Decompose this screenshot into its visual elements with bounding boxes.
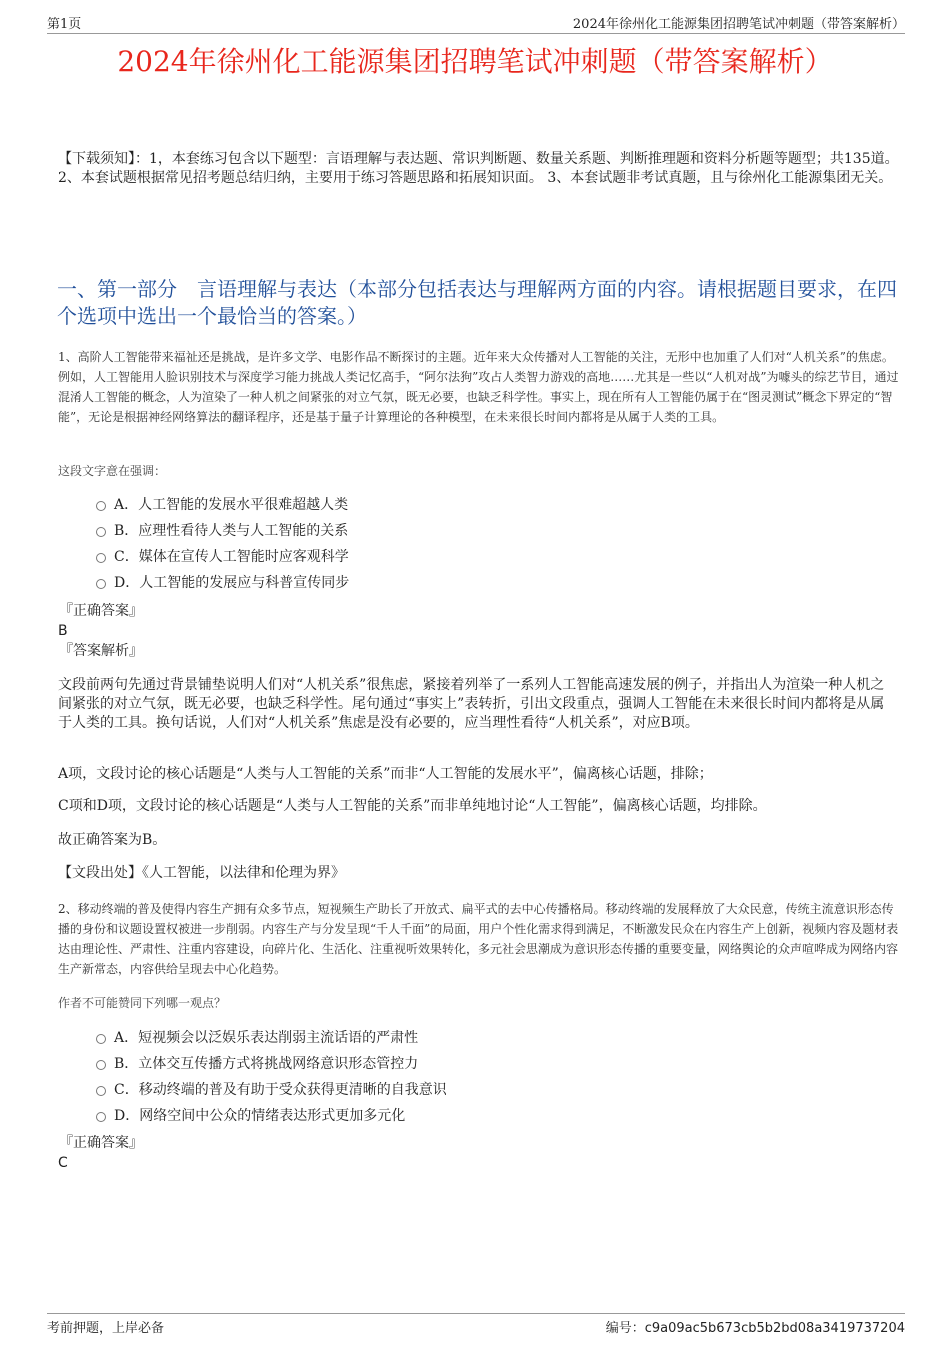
radio-icon[interactable] <box>96 1086 106 1096</box>
option-label: D．网络空间中公众的情绪表达形式更加多元化 <box>114 1108 406 1124</box>
question-1-prompt: 这段文字意在强调： <box>58 464 167 478</box>
analysis-paragraph-3: C项和D项，文段讨论的核心话题是“人类与人工智能的关系”而非单纯地讨论“人工智能”，偏离核心话题，均排除。 <box>58 798 767 814</box>
header-doc-title: 2024年徐州化工能源集团招聘笔试冲刺题（带答案解析） <box>572 17 905 32</box>
option-a[interactable] <box>96 492 796 518</box>
footer-serial: 编号：c9a09ac5b673cb5b2bd08a3419737204 <box>605 1321 905 1336</box>
question-2-text: 2、移动终端的普及使得内容生产拥有众多节点，短视频生产助长了开放式、扁平式的去中心传播格局。移动终端的发展释放了大众民意，传统主流意识形态传播的身份和议题设置权被进一步削弱。内容生产与分发呈现“千人千面”的局面，用户个性化需求得到满足，不断激发民众在内容生产上创新，视频内容及题材表达由理论性、严肃性、注重内容建设，向碎片化、生活化、注重视听效果转化，多元社会思潮成为意识形态传播的重要变量，网络舆论的众声喧哗成为网络内容生产新常态，内容供给呈现去中心化趋势。 <box>58 902 899 976</box>
option-c[interactable] <box>96 544 796 570</box>
radio-icon[interactable] <box>96 527 106 537</box>
option-label: A．短视频会以泛娱乐表达削弱主流话语的严肃性 <box>114 1030 419 1046</box>
document-title: 2024年徐州化工能源集团招聘笔试冲刺题（带答案解析） <box>117 45 833 78</box>
answer-value: C <box>58 1155 68 1171</box>
analysis-paragraph-4: 故正确答案为B。 <box>58 832 167 848</box>
page-number: 第1页 <box>47 17 82 32</box>
question-2-options <box>96 1025 796 1129</box>
answer-value: B <box>58 623 68 639</box>
analysis-label: 『答案解析』 <box>59 643 143 659</box>
radio-icon[interactable] <box>96 553 106 563</box>
option-b[interactable] <box>96 518 796 544</box>
analysis-paragraph-1: 文段前两句先通过背景铺垫说明人们对“人机关系”很焦虑，紧接着列举了一系列人工智能高速发展的例子，并指出人为渲染一种人机之间紧张的对立气氛，既无必要，也缺乏科学性。尾句通过“事实上”表转折，引出文段重点，强调人工智能在未来很长时间内都将是从属于人类的工具。换句话说，人们对“人机关系”焦虑是没有必要的，应当理性看待“人机关系”，对应B项。 <box>58 677 885 731</box>
radio-icon[interactable] <box>96 1060 106 1070</box>
page-footer <box>47 1313 905 1336</box>
option-label: B．立体交互传播方式将挑战网络意识形态管控力 <box>114 1056 419 1072</box>
option-label: D．人工智能的发展应与科普宣传同步 <box>114 575 350 591</box>
download-notice: 【下载须知】：1，本套练习包含以下题型：言语理解与表达题、常识判断题、数量关系题、判断推理题和资料分析题等题型；共135道。 2、本套试题根据常见招考题总结归纳，主要用于练习答题思路和拓展知识面。 3、本套试题非考试真题，且与徐州化工能源集团无关。 <box>58 151 899 186</box>
option-d[interactable] <box>96 570 796 596</box>
option-label: C．媒体在宣传人工智能时应客观科学 <box>114 549 349 565</box>
radio-icon[interactable] <box>96 579 106 589</box>
analysis-paragraph-2: A项，文段讨论的核心话题是“人类与人工智能的关系”而非“人工智能的发展水平”，偏离核心话题，排除； <box>58 766 713 782</box>
answer-label: 『正确答案』 <box>59 1135 143 1151</box>
option-b[interactable] <box>96 1051 796 1077</box>
option-label: C．移动终端的普及有助于受众获得更清晰的自我意识 <box>114 1082 447 1098</box>
option-c[interactable] <box>96 1077 796 1103</box>
page-header <box>47 13 905 34</box>
section-heading: 一、第一部分 言语理解与表达（本部分包括表达与理解两方面的内容。请根据题目要求，在四个选项中选出一个最恰当的答案。） <box>57 277 897 328</box>
question-2-prompt: 作者不可能赞同下列哪一观点？ <box>58 996 227 1010</box>
option-label: B．应理性看待人类与人工智能的关系 <box>114 523 349 539</box>
option-label: A．人工智能的发展水平很难超越人类 <box>114 497 349 513</box>
option-d[interactable] <box>96 1103 796 1129</box>
footer-slogan: 考前押题，上岸必备 <box>47 1321 165 1336</box>
question-1-options <box>96 492 796 596</box>
radio-icon[interactable] <box>96 501 106 511</box>
answer-label: 『正确答案』 <box>59 603 143 619</box>
radio-icon[interactable] <box>96 1034 106 1044</box>
source-note: 【文段出处】《人工智能，以法律和伦理为界》 <box>58 865 345 881</box>
option-a[interactable] <box>96 1025 796 1051</box>
question-1-text: 1、高阶人工智能带来福祉还是挑战，是许多文学、电影作品不断探讨的主题。近年来大众传播对人工智能的关注，无形中也加重了人们对“人机关系”的焦虑。例如，人工智能用人脸识别技术与深度学习能力挑战人类记忆高手，“阿尔法狗”攻占人类智力游戏的高地……尤其是一些以“人机对战”为噱头的综艺节目，通过混淆人工智能的概念，人为渲染了一种人机之间紧张的对立气氛，既无必要，也缺乏科学性。事实上，现在所有人工智能仍属于在“图灵测试”概念下界定的“智能”，无论是根据神经网络算法的翻译程序，还是基于量子计算理论的各种模型，在未来很长时间内都将是从属于人类的工具。 <box>58 350 899 424</box>
radio-icon[interactable] <box>96 1112 106 1122</box>
